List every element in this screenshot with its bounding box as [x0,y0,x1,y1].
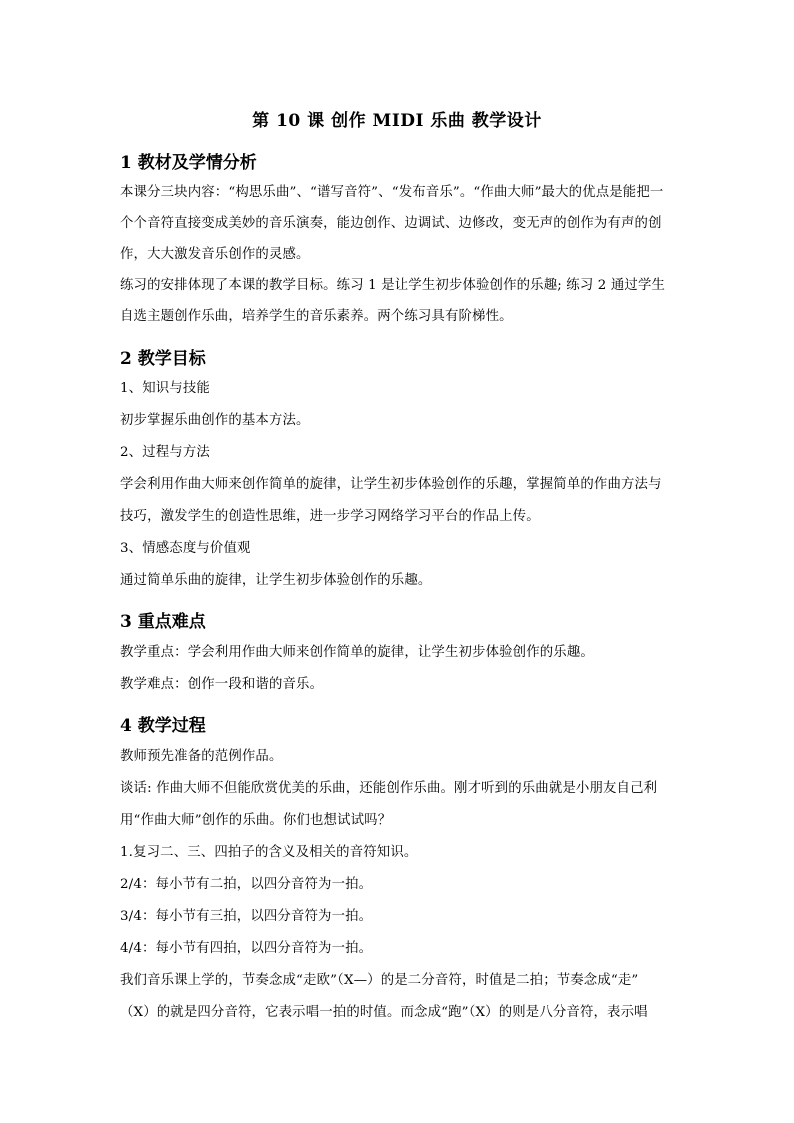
paragraph-line: 1、知识与技能 [120,381,210,396]
paragraph-line: 谈话: 作曲大师不但能欣赏优美的乐曲，还能创作乐曲。刚才听到的乐曲就是小朋友自己利 [120,781,658,796]
section-heading-process: 4 教学过程 [120,716,206,736]
paragraph-line: 2、过程与方法 [120,445,210,460]
paragraph-line: 初步掌握乐曲创作的基本方法。 [120,413,310,428]
paragraph-line: 1.复习二、三、四拍子的含义及相关的音符知识。 [120,845,418,860]
paragraph-line: 技巧，激发学生的创造性思维，进一步学习网络学习平台的作品上传。 [120,509,540,524]
paragraph-line: 4/4：每小节有四拍，以四分音符为一拍。 [120,941,373,956]
paragraph-line: 2/4：每小节有二拍，以四分音符为一拍。 [120,877,373,892]
paragraph-line: 教学难点：创作一段和谐的音乐。 [120,677,324,692]
paragraph-line: 作，大大激发音乐创作的灵感。 [120,247,310,262]
section-heading-analysis: 1 教材及学情分析 [120,153,257,173]
paragraph-line: 自选主题创作乐曲，培养学生的音乐素养。两个练习具有阶梯性。 [120,309,513,324]
paragraph-line: 我们音乐课上学的，节奏念成“走欧”（X—）的是二分音符，时值是二拍；节奏念成“走” [120,973,639,988]
section-heading-key-points: 3 重点难点 [120,612,206,632]
paragraph-line: 教学重点：学会利用作曲大师来创作简单的旋律，让学生初步体验创作的乐趣。 [120,645,594,660]
paragraph-line: 学会利用作曲大师来创作简单的旋律，让学生初步体验创作的乐趣，掌握简单的作曲方法与 [120,477,662,492]
paragraph-line: 用“作曲大师”创作的乐曲。你们也想试试吗？ [120,813,392,828]
paragraph-line: 3、情感态度与价值观 [120,541,251,556]
paragraph-line: 个个音符直接变成美妙的音乐演奏，能边创作、边调试、边修改，变无声的创作为有声的创 [120,216,662,231]
paragraph-line: 本课分三块内容：“构思乐曲”、“谱写音符”、“发布音乐”。“作曲大师”最大的优点是能把一 [120,185,664,200]
paragraph-line: （X）的就是四分音符，它表示唱一拍的时值。而念成“跑”（X）的则是八分音符，表示唱 [120,1005,648,1020]
document-title: 第 10 课 创作 MIDI 乐曲 教学设计 [252,111,542,131]
paragraph-line: 教师预先准备的范例作品。 [120,749,283,764]
paragraph-line: 3/4：每小节有三拍，以四分音符为一拍。 [120,909,373,924]
paragraph-line: 练习的安排体现了本课的教学目标。练习 1 是让学生初步体验创作的乐趣; 练习 2 通过学生 [120,278,666,293]
paragraph-line: 通过简单乐曲的旋律，让学生初步体验创作的乐趣。 [120,573,432,588]
section-heading-objectives: 2 教学目标 [120,349,206,369]
